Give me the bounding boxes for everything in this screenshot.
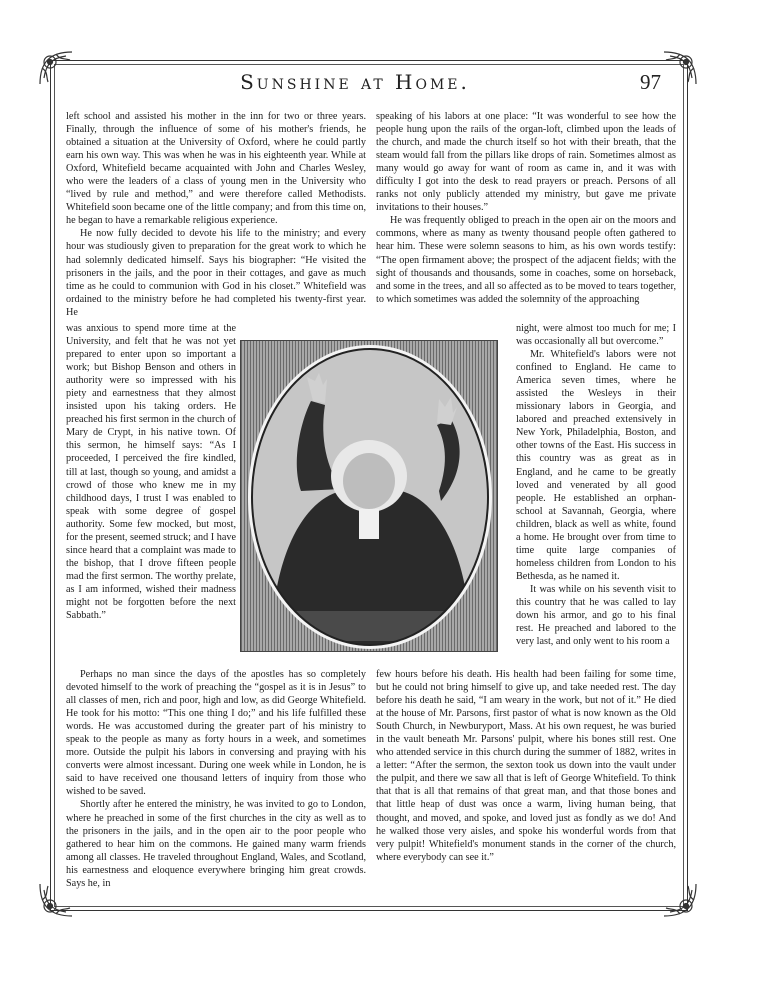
portrait-illustration [241,341,498,652]
page-number: 97 [640,70,661,94]
running-title: Sunshine at Home. [240,70,470,94]
text-column-right-bottom [376,668,676,864]
paragraph: Mr. Whitefield's labors were not confined to England. He came to America seven times, where he assisted the Wesleys in their missionary labors in Georgia, and labored and preached extensively in New York, Philadelphia, Boston, and other towns of the East. His success in this country was as great as in England, and he came to be greatly loved and venerated by all good people. He established an orphan-school at Savannah, Georgia, where children, black as well as white, found a home. He brought over from time to time quite large companies of homeless children from London to his Bethesda, as he named it. [516,349,676,582]
paragraph: Perhaps no man since the days of the apostles has so completely devoted himself to the work of preaching the “gospel as it is in Jesus” to all classes of men, rich and poor, high and low, as did George Whitefield. He took for his motto: “This one thing I do;” and his life fulfilled these words. He was accustomed during the greater part of his ministry to speak to the people as many as forty hours in a week, and sometimes more. Outside the pulpit his labors in conversing and praying with his converts were almost incessant. During one week while in London, he is said to have received one thousand letters of inquiry from those who wished to be saved. [66,669,366,798]
text-wrap-left [66,322,236,622]
portrait-engraving [240,340,498,652]
text-column-left-bottom [66,668,366,890]
text-column-right-top [376,110,676,306]
corner-ornament-bottom-right [660,880,700,920]
text-wrap-right [516,322,676,648]
paragraph: night, were almost too much for me; I was occasionally all but overcome.” [516,323,676,348]
corner-ornament-top-left [36,48,76,88]
paragraph: It was while on his seventh visit to this country that he was called to lay down his armor, and go to his final rest. He preached and labored to the very last, and only went to his room a [516,583,676,648]
corner-ornament-top-right [660,48,700,88]
paragraph: few hours before his death. His health had been failing for some time, but he could not bring himself to give up, and take needed rest. The day before his death he said, “I am weary in the work, but not of it.” He died at the house of Mr. Parsons, first pastor of what is now known as the Old South Church, in Newburyport, Mass. At his own request, he was buried in the vault beneath Mr. Parsons' pulpit, where his bones still rest. One who attended service in this church during the summer of 1882, writes in a letter: “After the sermon, the sexton took us down into the vault under the pulpit, and there we saw all that is left of George Whitefield. To think that that is all that remains of that great man, and that those bones and that little heap of dust was once a warm, living human being, that thought, and moved, and spoke, and loved just as fondly as we do! And he walked those very aisles, and spoke his wonderful words from that very pulpit! Whitefield's monument stands in the corner of the church, where everybody can see it.” [376,669,676,863]
paragraph: Shortly after he entered the ministry, he was invited to go to London, where he preached in some of the first churches in the city as well as to the prisoners in the jails, and in the open air to the poor people who gathered to hear him on the commons. He gained many warm friends among all classes. He traveled throughout England, Wales, and Scotland, his earnestness and eloquence everywhere bringing him great crowds. Says he, in [66,799,366,889]
text-column-left-top [66,110,366,319]
paragraph: was anxious to spend more time at the University, and felt that he was not yet prepared to enter upon so important a work; but Bishop Benson and others in authority were so impressed with his piety and earnestness that they almost insisted upon his taking orders. He preached his first sermon in the church of Mary de Crypt, in his native town. Of this sermon, he himself says: “As I proceeded, I perceived the fire kindled, till at last, though so young, and amidst a crowd of those who knew me in my childhood days, I trust I was enabled to speak with some degree of gospel authority. Some few mocked, but most, for the present, seemed struck; and I have since heard that a complaint was made to the bishop, that I drove fifteen people mad the first sermon. The worthy prelate, as I am informed, wished their madness might not be forgotten before the next Sabbath.” [66,323,236,622]
paragraph: He now fully decided to devote his life to the ministry; and every hour was studiously given to preparation for the great work to which he had solemnly dedicated himself. Says his biographer: “He visited the prisoners in the jails, and the poor in their cottages, and gave as much time as he could to communion with God in his closet.” Whitefield was ordained to the ministry before he had completed his twenty-first year. He [66,228,366,318]
paragraph: He was frequently obliged to preach in the open air on the moors and commons, where as many as twenty thousand people often gathered to hear him. These were solemn seasons to him, as his own words testify: “The open firmament above; the prospect of the adjacent fields; with the sight of thousands and thousands, some in coaches, some on horseback, and some in the trees, and all so affected as to be moved to tears together, to which sometimes was added the solemnity of the approaching [376,215,676,305]
paragraph: left school and assisted his mother in the inn for two or three years. Finally, through the influence of some of his mother's friends, he obtained a situation at the University of Oxford, where he could partly earn his own way. This was when he was in his eighteenth year. While at Oxford, Whitefield became acquainted with John and Charles Wesley, who were the leaders of a class of young men in the University who “lived by rule and method,” and were therefore called Methodists. Whitefield soon became one of the little company; and from this time on, he began to have a remarkable religious experience. [66,111,366,227]
paragraph: speaking of his labors at one place: “It was wonderful to see how the people hung upon the rails of the organ-loft, climbed upon the leads of the church, and made the church itself so hot with their breath, that the steam would fall from the pillars like drops of rain. Sometimes almost as many would go away for want of room as came in, and it was with difficulty I got into the desk to read prayers or preach. Persons of all ranks not only publicly attended my ministry, but gave me private invitations to their houses.” [376,111,676,214]
